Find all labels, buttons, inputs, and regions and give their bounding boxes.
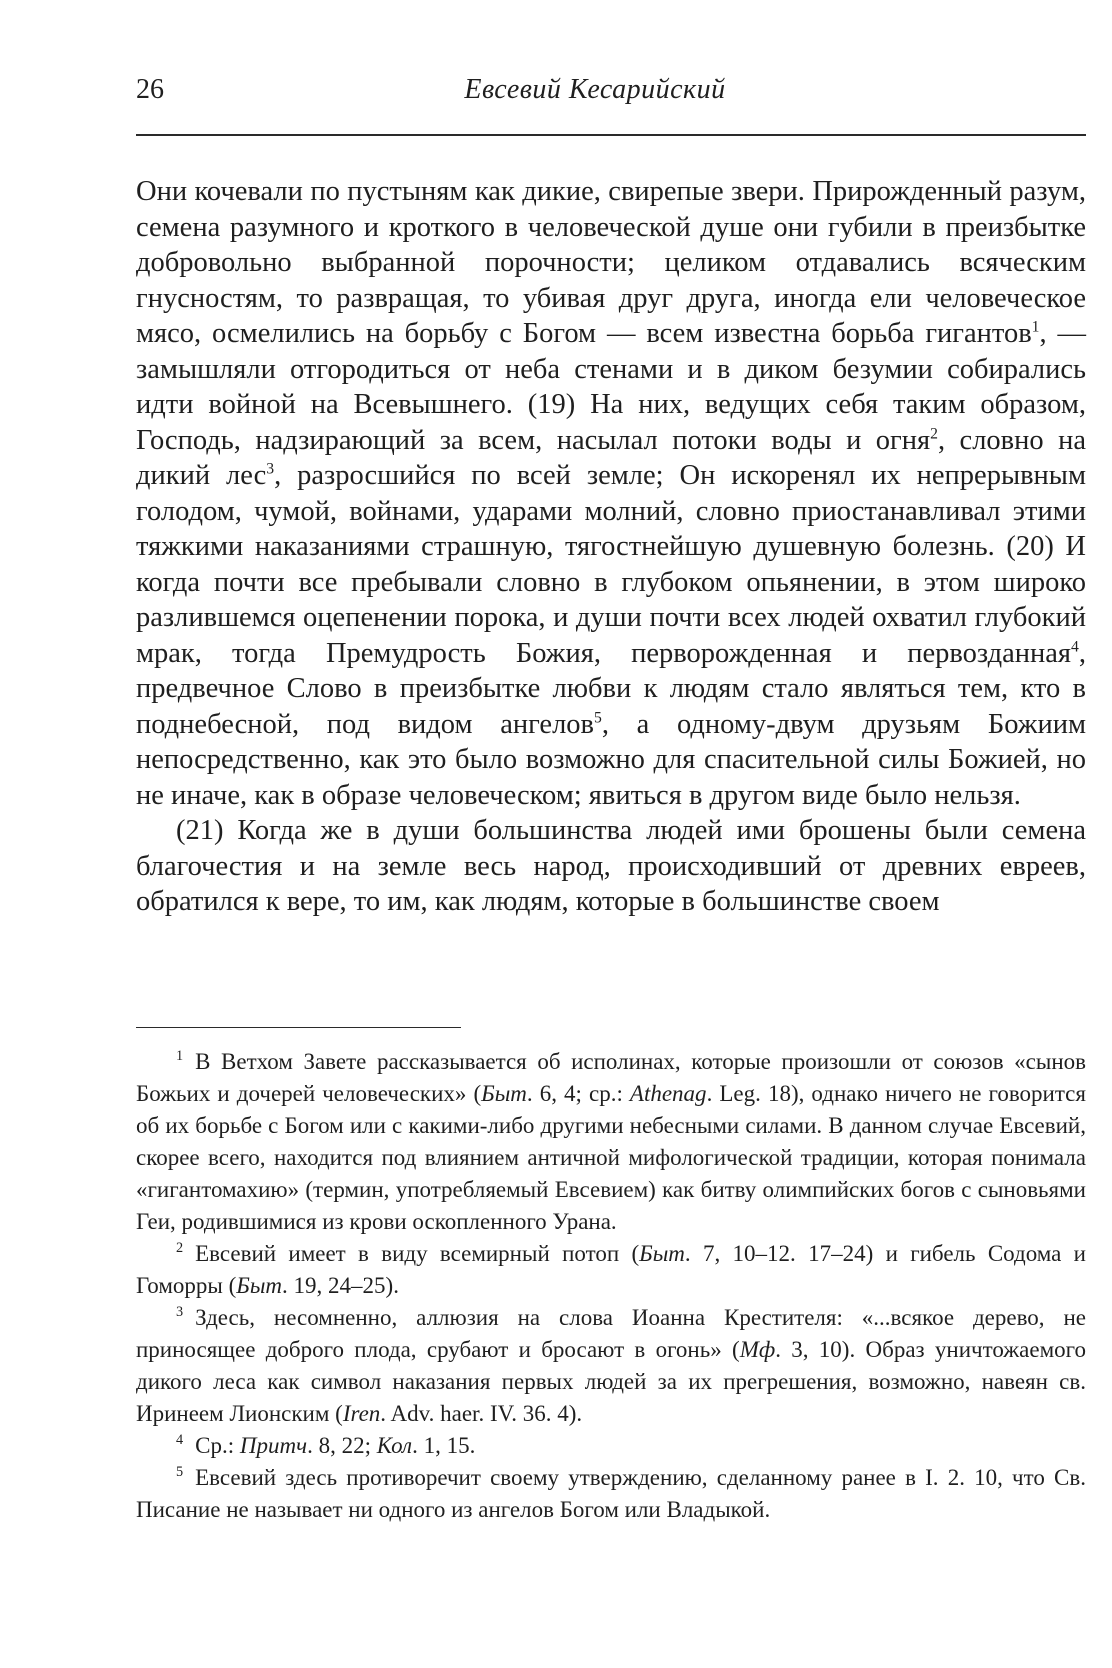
citation-abbrev: Быт xyxy=(481,1081,527,1106)
running-head xyxy=(136,74,1054,120)
page-number: 26 xyxy=(136,74,164,105)
text-run: . Leg. 18), однако ничего не говорится об их борьбе с Богом или с какими-либо другими небесными силами. В данном случае Евсевий, скорее всего, находится под влиянием античной мифологической традиции, которая понимала «гигантомахию» (термин, употребляемый Евсевием) как битву олимпийских богов с сыновьями Геи, родившимися из крови оскопленного Урана. xyxy=(136,1081,1086,1234)
text-run: . 3, 10). Образ уничтожаемого дикого леса как символ наказания первых людей за их прегрешения, возможно, навеян св. Иринеем Лионским ( xyxy=(136,1337,1086,1426)
footnote-number: 5 xyxy=(176,1464,184,1481)
footnote-2 xyxy=(136,1238,1086,1302)
citation-abbrev: Iren xyxy=(342,1401,381,1426)
citation-abbrev: Athenag xyxy=(629,1081,707,1106)
text-run: . 1, 15. xyxy=(412,1433,476,1458)
text-run: . 6, 4; ср.: xyxy=(526,1081,630,1106)
text-run: , разросшийся по всей земле; Он искоренял их непрерывным голодом, чумой, войнами, ударами молний, словно приостанавливал этими тяжкими наказаниями страшную, тягостнейшую душевную болезнь. (20) И когда почти все пребывали словно в глубоком опьянении, в этом широко разлившемся оцепенении порока, и души почти всех людей охватил глубокий мрак, тогда Премудрость Божия, перворожденная и первозданная xyxy=(136,460,1086,669)
text-run: Здесь, несомненно, аллюзия на слова Иоанна Крестителя: «...всякое дерево, не приносящее доброго плода, срубают и бросают в огонь» ( xyxy=(136,1305,1086,1362)
footnote-ref-1[interactable]: 1 xyxy=(1031,318,1040,336)
footnote-5 xyxy=(136,1462,1086,1526)
text-run: Ср.: xyxy=(195,1433,240,1458)
citation-abbrev: Мф xyxy=(739,1337,776,1362)
footnote-number: 2 xyxy=(176,1240,184,1257)
text-run: Они кочевали по пустыням как дикие, свирепые звери. Прирожденный разум, семена разумного и кроткого в человеческой душе они губили в преизбытке добровольно выбранной порочности; целиком отдавались всяческим гнусностям, то развращая, то убивая друг друга, иногда ели человеческое мясо, осмелились на борьбу с Богом — всем известна борьба гигантов xyxy=(136,176,1086,349)
footnote-rule xyxy=(136,1027,461,1028)
text-run: , а одному-двум друзьям Божиим непосредственно, как это было возможно для спасительной силы Божией, но не иначе, как в образе человеческом; явиться в другом виде было нельзя. xyxy=(136,708,1086,811)
footnote-ref-5[interactable]: 5 xyxy=(594,709,602,726)
footnotes xyxy=(136,1046,1086,1526)
footnote-4 xyxy=(136,1430,1086,1462)
paragraph-2: (21) Когда же в души большинства людей ими брошены были семена благочестия и на земле весь народ, происходивший от древних евреев, обратился к вере, то им, как людям, которые в большинстве своем xyxy=(136,815,1086,917)
footnote-ref-4[interactable]: 4 xyxy=(1071,638,1079,655)
text-run: . Adv. haer. IV. 36. 4). xyxy=(380,1401,583,1426)
citation-abbrev: Кол xyxy=(376,1433,413,1458)
footnote-number: 3 xyxy=(176,1304,184,1321)
footnote-1 xyxy=(136,1046,1086,1238)
text-run: Евсевий имеет в виду всемирный потоп ( xyxy=(195,1241,640,1266)
citation-abbrev: Быт xyxy=(236,1273,283,1298)
header-rule xyxy=(136,134,1086,136)
text-run: Евсевий здесь противоречит своему утверждению, сделанному ранее в I. 2. 10, что Св. Писание не называет ни одного из ангелов Богом или Владыкой. xyxy=(136,1465,1086,1522)
text-run: . 8, 22; xyxy=(307,1433,377,1458)
citation-abbrev: Быт xyxy=(639,1241,685,1266)
main-text xyxy=(136,174,1086,920)
footnote-3 xyxy=(136,1302,1086,1430)
citation-abbrev: Притч xyxy=(239,1433,308,1458)
footnote-number: 4 xyxy=(176,1432,184,1449)
paragraph-1 xyxy=(136,174,1086,813)
text-run: , словно на дикий лес xyxy=(136,424,1087,491)
text-run: . 7, 10–12. 17–24) и гибель Содома и Гоморры ( xyxy=(136,1241,1086,1298)
text-run: , — замышляли отгородиться от неба стенами и в диком безумии собирались идти войной на Всевышнего. (19) На них, ведущих себя таким образом, Господь, надзирающий за всем, насылал потоки воды и огня xyxy=(136,318,1087,456)
footnote-number: 1 xyxy=(176,1048,184,1065)
text-run: . 19, 24–25). xyxy=(282,1273,399,1298)
text-run: В Ветхом Завете рассказывается об исполинах, которые произошли от союзов «сынов Божьих и дочерей человеческих» ( xyxy=(136,1049,1086,1106)
running-title: Евсевий Кесарийский xyxy=(464,74,726,105)
text-run: , предвечное Слово в преизбытке любви к людям стало являться тем, кто в поднебесной, под видом ангелов xyxy=(136,637,1086,740)
footnote-ref-3[interactable]: 3 xyxy=(266,460,275,478)
footnote-ref-2[interactable]: 2 xyxy=(930,425,938,442)
